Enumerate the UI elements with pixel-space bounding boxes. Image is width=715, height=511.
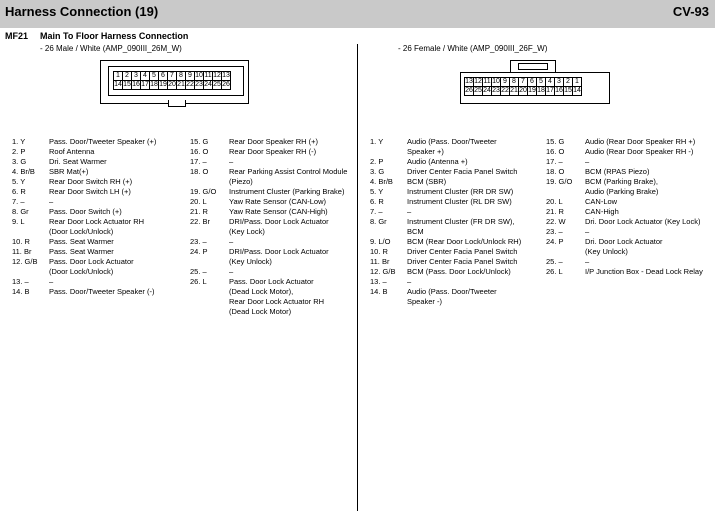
pin-description: (Piezo) [229,177,253,186]
pin-description: Rear Door Speaker RH (-) [229,147,317,156]
wire-color: R [18,187,26,196]
wire-color: O [556,147,565,156]
right-connector-pin-grid [464,77,582,96]
pin-row [546,227,589,237]
pin-row [12,177,132,187]
pin-description: I/P Junction Box - Dead Lock Relay [585,267,703,276]
pin-row [190,217,329,227]
connector-pin: 20 [168,81,176,88]
pin-number: 17. [190,157,201,166]
pin-description: BCM (RPAS Piezo) [585,167,650,176]
pin-row [546,167,649,177]
pin-description: Rear Door Lock Actuator RH [229,297,325,306]
pin-row [370,287,497,297]
pin-description: Audio (Pass. Door/Tweeter [407,287,497,296]
pin-row [546,187,658,197]
pin-number: 19. [546,177,557,186]
pin-row [370,207,411,217]
connector-pin: 5 [150,72,159,81]
wire-color: W [556,217,566,226]
connector-pin: 13 [222,72,230,79]
pin-row [12,187,131,197]
pin-number: 13. [370,277,381,286]
page-title: Harness Connection (19) [5,4,159,19]
pin-row [370,267,511,277]
connector-pin: 2 [123,72,132,81]
pin-number: 13. [12,277,23,286]
pin-number: 2. [370,157,377,166]
connector-pin: 8 [177,72,186,81]
connector-pin: 24 [483,87,491,94]
pin-number: 22. [546,217,557,226]
connector-pin: 19 [528,87,536,94]
wire-color: – [18,197,25,206]
wire-color: P [376,157,384,166]
pin-description: BCM (Rear Door Lock/Unlock RH) [407,237,522,246]
pin-description: – [407,207,412,216]
column-divider [357,44,358,511]
wire-color: R [376,197,384,206]
pin-number: 14. [370,287,381,296]
pin-row [190,277,314,287]
pin-description: Audio (Rear Door Speaker RH -) [585,147,694,156]
pin-number: 7. [12,197,19,206]
pin-number: 9. [12,217,19,226]
pin-number: 6. [370,197,377,206]
pin-row [190,187,344,197]
pin-number: 4. [370,177,377,186]
pin-description: (Door Lock/Unlock) [49,227,114,236]
pin-row [12,277,53,287]
wire-color: Gr [18,207,29,216]
connector-pin: 25 [213,81,221,88]
connector-pin: 22 [186,81,194,88]
pin-description: DRI/Pass. Door Lock Actuator [229,247,329,256]
pin-number: 15. [546,137,557,146]
connector-pin: 6 [528,78,537,87]
wire-color: G [18,157,27,166]
pin-row [12,287,154,297]
wire-color: R [556,207,564,216]
connector-pin: 11 [483,78,491,85]
connector-pin: 1 [114,72,123,81]
wire-color: R [380,247,388,256]
pin-description: Dri. Door Lock Actuator [585,237,663,246]
pin-description: Rear Parking Assist Control Module [229,167,348,176]
wire-color: – [556,227,563,236]
pin-number: 12. [12,257,23,266]
wire-color: O [200,147,209,156]
connector-pin: 7 [519,78,528,87]
wire-color: L [556,197,563,206]
pin-description: Instrument Cluster (FR DR SW), [407,217,515,226]
connector-pin: 14 [114,81,122,88]
pin-row [190,197,326,207]
connector-pin: 13 [465,78,473,85]
wire-color: Gr [376,217,387,226]
pin-number: 8. [370,217,377,226]
pin-number: 16. [546,147,557,156]
pin-number: 20. [546,197,557,206]
pin-row [190,167,347,177]
pin-description: Rear Door Switch LH (+) [49,187,131,196]
connector-pin: 9 [186,72,195,81]
section-code: MF21 [5,31,29,41]
pin-number: 18. [190,167,201,176]
wire-color: Br [200,217,211,226]
wire-color: G/O [556,177,573,186]
pin-description: (Door Lock/Unlock) [49,267,114,276]
pin-row [546,257,589,267]
pin-row [370,197,512,207]
pin-number: 8. [12,207,19,216]
pin-number: 2. [12,147,19,156]
pin-description: Instrument Cluster (RL DR SW) [407,197,512,206]
wire-color: – [556,157,563,166]
wire-color: Br [379,257,390,266]
connector-pin: 15 [564,87,572,94]
pin-row [370,177,446,187]
pin-row [12,167,88,177]
pin-description: Audio (Antenna +) [407,157,468,166]
connector-pin: 12 [213,72,221,79]
pin-description: Pass. Door Lock Actuator [49,257,134,266]
pin-description: Pass. Seat Warmer [49,237,114,246]
pin-number: 11. [370,257,380,266]
pin-row [546,197,617,207]
pin-row [190,287,293,297]
connector-pin: 23 [492,87,500,94]
pin-number: 17. [546,157,557,166]
pin-description: Driver Center Facia Panel Switch [407,167,518,176]
pin-number: 3. [370,167,377,176]
pin-row [370,297,442,307]
connector-pin: 11 [204,72,212,79]
connector-pin: 17 [141,81,149,88]
pin-row [190,177,253,187]
wire-color: L [200,197,207,206]
pin-description: – [585,157,590,166]
pin-row [370,237,521,247]
wire-color: R [22,237,30,246]
pin-number: 19. [190,187,201,196]
pin-row [12,227,113,237]
pin-row [370,147,444,157]
wire-color: G [376,167,385,176]
connector-pin: 15 [123,81,131,88]
pin-number: 12. [370,267,381,276]
pin-row [546,217,700,227]
wire-color: L [200,277,207,286]
wire-color: – [200,267,207,276]
wire-color: G/B [380,267,396,276]
pin-row [190,227,265,237]
pin-row [190,247,329,257]
pin-number: 1. [370,137,377,146]
pin-row [370,257,517,267]
pin-description: Audio (Parking Brake) [585,187,659,196]
connector-pin: 16 [132,81,140,88]
pin-row [370,167,517,177]
connector-pin: 24 [204,81,212,88]
pin-description: BCM (Parking Brake), [585,177,658,186]
left-connector-pin-grid [113,71,231,90]
pin-description: BCM (SBR) [407,177,447,186]
wire-color: R [200,207,208,216]
pin-description: – [585,227,590,236]
pin-description: BCM (Pass. Door Lock/Unlock) [407,267,511,276]
connector-pin: 19 [159,81,167,88]
connector-pin: 9 [501,78,510,87]
pin-row [190,207,328,217]
pin-row [190,257,272,267]
pin-description: Speaker -) [407,297,443,306]
pin-row [370,247,517,257]
pin-row [12,257,134,267]
pin-description: Roof Antenna [49,147,95,156]
pin-row [546,247,628,257]
pin-number: 16. [190,147,201,156]
pin-description: Driver Center Facia Panel Switch [407,257,518,266]
pin-number: 21. [190,207,201,216]
pin-number: 23. [190,237,201,246]
pin-description: Audio (Rear Door Speaker RH +) [585,137,696,146]
pin-description: – [407,277,412,286]
pin-row [12,217,144,227]
connector-pin: 2 [564,78,573,87]
pin-description: (Key Lock) [229,227,265,236]
wire-color: Y [18,137,26,146]
pin-description: Driver Center Facia Panel Switch [407,247,518,256]
connector-pin: 12 [474,78,482,85]
pin-row [190,237,233,247]
pin-description: – [49,197,54,206]
pin-row [12,157,107,167]
pin-row [546,177,658,187]
right-connector-label: - 26 Female / White (AMP_090III_26F_W) [398,44,548,53]
pin-description: SBR Mat(+) [49,167,89,176]
wire-color: – [376,207,383,216]
pin-description: Pass. Door/Tweeter Speaker (+) [49,137,157,146]
wire-color: L [556,267,563,276]
pin-number: 24. [546,237,557,246]
section-title: Main To Floor Harness Connection [40,31,189,41]
wire-color: L/O [376,237,391,246]
pin-description: Yaw Rate Sensor (CAN-High) [229,207,328,216]
wire-color: P [556,237,564,246]
wire-color: B [22,287,30,296]
pin-description: Instrument Cluster (Parking Brake) [229,187,345,196]
pin-row [370,187,513,197]
pin-row [546,137,695,147]
pin-number: 18. [546,167,557,176]
connector-pin: 1 [573,78,582,87]
connector-pin: 21 [177,81,185,88]
pin-description: – [585,257,590,266]
pin-description: Rear Door Speaker RH (+) [229,137,318,146]
pin-row [370,157,468,167]
pin-row [546,147,693,157]
wire-color: L [18,217,25,226]
wire-color: – [22,277,29,286]
wire-color: Br [21,247,32,256]
pin-number: 5. [12,177,19,186]
pin-description: Dri. Door Lock Actuator (Key Lock) [585,217,701,226]
pin-number: 21. [546,207,557,216]
pin-number: 25. [190,267,201,276]
pin-description: (Key Unlock) [585,247,628,256]
pin-description: CAN-High [585,207,619,216]
pin-row [546,207,619,217]
wire-color: B [380,287,388,296]
connector-pin: 26 [465,87,473,94]
wire-color: G/O [200,187,217,196]
right-connector-latch-slot [518,63,548,70]
connector-pin: 3 [132,72,141,81]
pin-description: Rear Door Lock Actuator RH [49,217,145,226]
pin-number: 10. [370,247,381,256]
pin-description: Audio (Pass. Door/Tweeter [407,137,497,146]
pin-description: – [229,237,234,246]
connector-pin: 23 [195,81,203,88]
pin-number: 15. [190,137,201,146]
connector-pin: 4 [141,72,150,81]
pin-description: Rear Door Switch RH (+) [49,177,133,186]
pin-row [190,297,324,307]
pin-row [370,227,424,237]
connector-pin: 3 [555,78,564,87]
pin-row [546,157,589,167]
pin-row [546,267,703,277]
connector-pin: 20 [519,87,527,94]
connector-pin: 5 [537,78,546,87]
wire-color: G/B [22,257,38,266]
wire-color: P [18,147,26,156]
pin-row [12,267,113,277]
wire-color: – [200,157,207,166]
connector-pin: 10 [195,72,203,79]
wire-color: Y [18,177,26,186]
pin-description: Pass. Seat Warmer [49,247,114,256]
pin-description: (Key Unlock) [229,257,272,266]
wire-color: – [200,237,207,246]
connector-pin: 25 [474,87,482,94]
left-connector-latch [168,100,186,107]
pin-description: – [229,157,234,166]
connector-pin: 8 [510,78,519,87]
pin-description: (Dead Lock Motor) [229,307,292,316]
pin-description: DRI/Pass. Door Lock Actuator [229,217,329,226]
connector-pin: 21 [510,87,518,94]
wire-color: – [556,257,563,266]
pin-number: 6. [12,187,19,196]
pin-row [190,267,233,277]
pin-description: Yaw Rate Sensor (CAN-Low) [229,197,326,206]
pin-row [190,157,233,167]
pin-number: 10. [12,237,23,246]
pin-description: Pass. Door Lock Actuator [229,277,314,286]
pin-description: – [229,267,234,276]
pin-number: 22. [190,217,201,226]
pin-number: 23. [546,227,557,236]
pin-row [12,237,114,247]
pin-number: 3. [12,157,19,166]
connector-pin: 16 [555,87,563,94]
pin-row [12,137,156,147]
pin-number: 1. [12,137,19,146]
connector-pin: 26 [222,81,230,88]
pin-number: 14. [12,287,23,296]
pin-row [190,307,291,317]
page-number: CV-93 [672,4,709,19]
pin-description: CAN-Low [585,197,618,206]
connector-pin: 4 [546,78,555,87]
connector-pin: 22 [501,87,509,94]
wire-color: Y [376,137,384,146]
wire-color: G [556,137,565,146]
pin-number: 7. [370,207,377,216]
pin-row [12,207,122,217]
pin-number: 5. [370,187,377,196]
connector-pin: 14 [573,87,581,94]
pin-description: – [49,277,54,286]
connector-pin: 18 [150,81,158,88]
pin-description: Speaker +) [407,147,444,156]
pin-description: Pass. Door Switch (+) [49,207,122,216]
pin-row [370,137,497,147]
wire-color: Br/B [376,177,393,186]
connector-pin: 10 [492,78,500,85]
pin-row [12,197,53,207]
connector-pin: 6 [159,72,168,81]
pin-row [370,217,515,227]
connector-pin: 7 [168,72,177,81]
pin-number: 9. [370,237,377,246]
pin-number: 26. [190,277,201,286]
pin-row [12,147,94,157]
left-connector-label: - 26 Male / White (AMP_090III_26M_W) [40,44,182,53]
pin-row [546,237,663,247]
pin-number: 26. [546,267,557,276]
pin-row [190,147,316,157]
pin-description: Dri. Seat Warmer [49,157,107,166]
wire-color: – [380,277,387,286]
wire-color: O [556,167,565,176]
pin-number: 4. [12,167,19,176]
pin-description: Pass. Door/Tweeter Speaker (-) [49,287,155,296]
pin-number: 25. [546,257,557,266]
pin-description: (Dead Lock Motor), [229,287,294,296]
pin-description: BCM [407,227,424,236]
connector-pin: 18 [537,87,545,94]
pin-number: 11. [12,247,22,256]
pin-row [370,277,411,287]
wire-color: G [200,137,209,146]
wire-color: Br/B [18,167,35,176]
pin-row [12,247,114,257]
connector-pin: 17 [546,87,554,94]
pin-row [190,137,318,147]
pin-number: 24. [190,247,201,256]
pin-description: Instrument Cluster (RR DR SW) [407,187,514,196]
pin-number: 20. [190,197,201,206]
wire-color: Y [376,187,384,196]
wire-color: P [200,247,208,256]
wire-color: O [200,167,209,176]
